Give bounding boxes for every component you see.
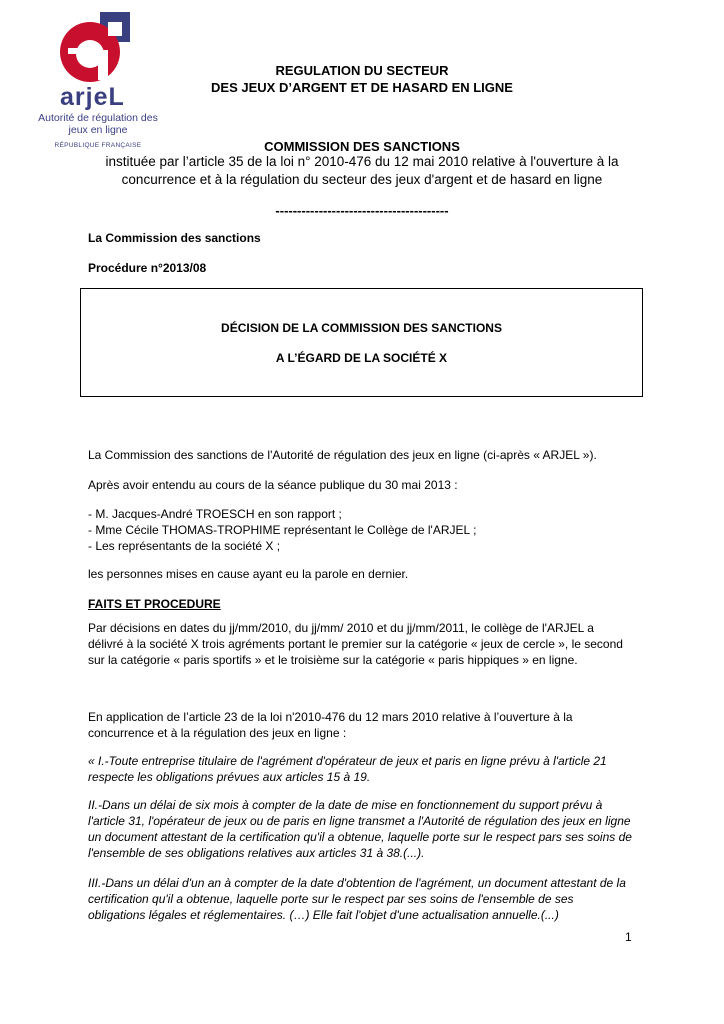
faits-paragraph <box>88 620 638 668</box>
procedure-label: Procédure n°2013/08 <box>88 261 207 275</box>
application-paragraph <box>88 709 638 741</box>
instituee-line-1: instituée par l’article 35 de la loi n° 2010-476 du 12 mai 2010 relative à l'ouverture à la <box>105 154 619 169</box>
logo-wordmark: arjeL <box>60 83 125 111</box>
application-line: En application de l’article 23 de la loi n'2010-476 du 12 mars 2010 relative à l’ouverture à la <box>88 710 573 724</box>
faits-line: délivré à la société X trois agréments portant le premier sur la catégorie « jeux de cercle », le second <box>88 637 623 651</box>
faits-heading: FAITS ET PROCEDURE <box>88 597 221 611</box>
page-number: 1 <box>625 930 632 944</box>
logo-tagline: Autorité de régulation des jeux en ligne <box>38 112 158 136</box>
title-line-2: DES JEUX D’ARGENT ET DE HASARD EN LIGNE <box>211 80 513 95</box>
faits-heading-wrap <box>88 596 638 612</box>
commission-label: La Commission des sanctions <box>88 231 261 245</box>
quote-line: III.-Dans un délai d'un an à compter de la date d'obtention de l'agrément, un document attestant de la <box>88 876 626 890</box>
separator-dashes: ---------------------------------------- <box>275 203 449 218</box>
quote-line: obligations légales et réglementaires. (…) Elle fait l'objet d'une actualisation annuelle.(...) <box>88 908 559 922</box>
participants-list <box>88 506 638 554</box>
title-line-1: REGULATION DU SECTEUR <box>275 63 449 78</box>
quote-line: certification qu'il a obtenue, laquelle porte sur le respect par ses soins de l'ensemble de ses <box>88 892 574 906</box>
intro-paragraph: La Commission des sanctions de l'Autorité de régulation des jeux en ligne (ci-après « ARJEL »). <box>88 448 597 462</box>
instituee-line-2: concurrence et à la régulation du secteur des jeux d'argent et de hasard en ligne <box>121 172 603 187</box>
quote-line: « I.-Toute entreprise titulaire de l'agrément d'opérateur de jeux et paris en ligne prévu à l'article 21 <box>88 754 607 768</box>
commission-heading: COMMISSION DES SANCTIONS <box>264 139 460 154</box>
parole-paragraph: les personnes mises en cause ayant eu la parole en dernier. <box>88 567 409 581</box>
decision-box <box>80 288 643 397</box>
list-item: - Mme Cécile THOMAS-TROPHIME représentant le Collège de l'ARJEL ; <box>88 523 477 537</box>
list-item: - M. Jacques-André TROESCH en son rapport ; <box>88 507 342 521</box>
quote-line: l'article 31, l'opérateur de jeux ou de paris en ligne transmet a l'Autorité de régulation des jeux en ligne <box>88 814 631 828</box>
apres-paragraph: Après avoir entendu au cours de la séance publique du 30 mai 2013 : <box>88 478 458 492</box>
decision-subject: A L’ÉGARD DE LA SOCIÉTÉ X <box>275 351 448 365</box>
faits-line: sur la catégorie « paris sportifs » et le troisième sur la catégorie « paris hippiques » en ligne. <box>88 653 578 667</box>
application-line: concurrence et à la régulation des jeux en ligne : <box>88 726 347 740</box>
page-title <box>88 62 636 96</box>
decision-title: DÉCISION DE LA COMMISSION DES SANCTIONS <box>221 321 502 335</box>
quote-line: respecte les obligations prévues aux articles 15 à 19. <box>88 770 371 784</box>
quote-paragraph-1 <box>88 753 638 785</box>
logo-republique: RÉPUBLIQUE FRANÇAISE <box>54 142 142 149</box>
faits-line: Par décisions en dates du jj/mm/2010, du jj/mm/ 2010 et du jj/mm/2011, le collège de l'ARJEL a <box>88 621 594 635</box>
quote-paragraph-3 <box>88 875 638 923</box>
quote-line: l'ensemble de ses obligations relatives aux articles 31 à 38.(...). <box>88 846 425 860</box>
instituee-text <box>88 153 636 189</box>
quote-paragraph-2 <box>88 797 638 861</box>
list-item: - Les représentants de la société X ; <box>88 539 281 553</box>
quote-line: un document attestant de la certification qu'il a obtenue, laquelle porte sur le respect pars ses soins de <box>88 830 632 844</box>
quote-line: II.-Dans un délai de six mois à compter de la date de mise en fonctionnement du support prévu à <box>88 798 603 812</box>
